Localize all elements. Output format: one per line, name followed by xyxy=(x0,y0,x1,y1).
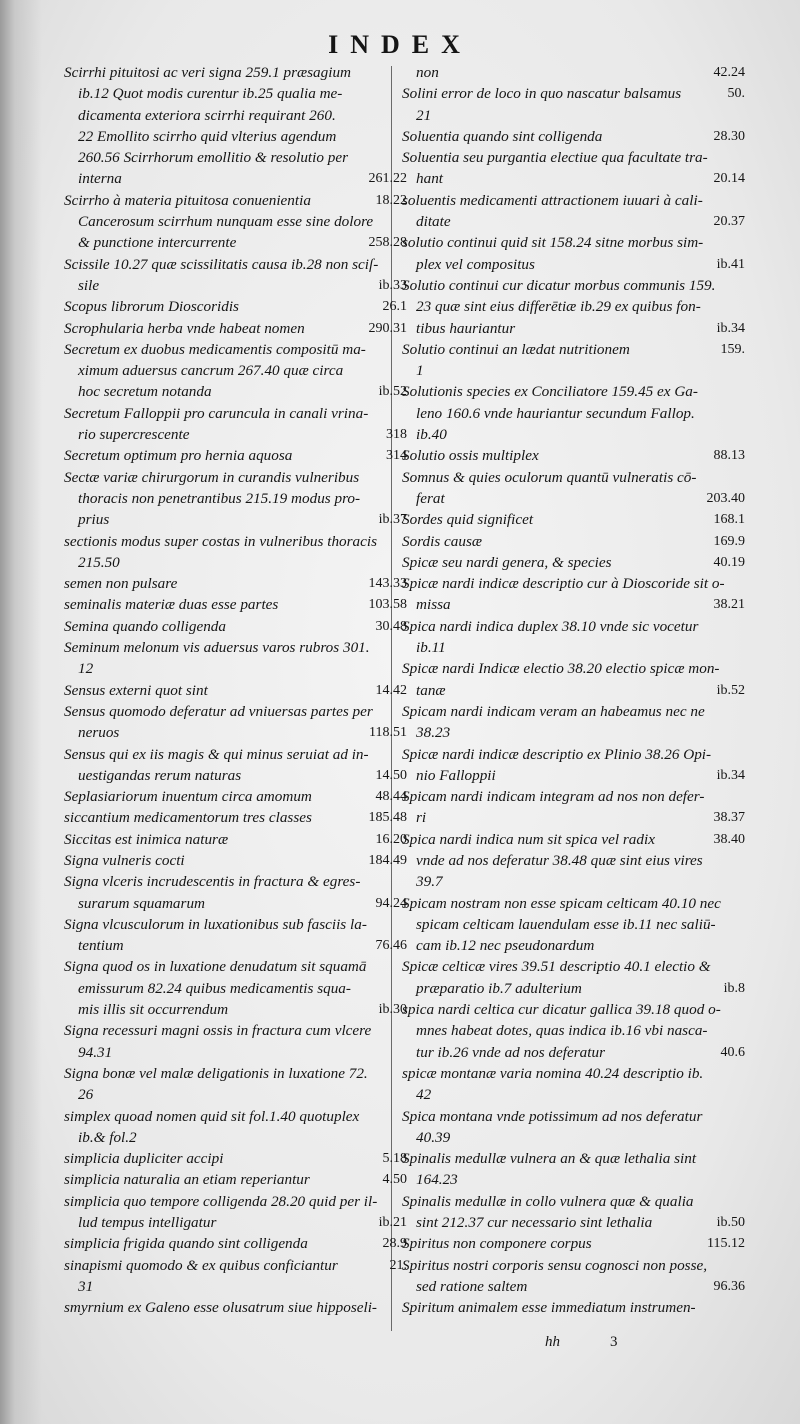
entry-text: ib.& fol.2 xyxy=(78,1128,137,1146)
entry-page-ref: 40.19 xyxy=(713,554,745,570)
index-entry-line xyxy=(64,680,407,701)
index-entry-line xyxy=(64,1297,407,1318)
entry-text: spica nardi celtica cur dicatur gallica 39.18 quod o- xyxy=(402,1001,721,1019)
entry-text: ditate xyxy=(416,213,451,231)
entry-text: Cancerosum scirrhum nunquam esse sine dolore xyxy=(78,213,374,231)
index-entry-line xyxy=(402,1255,745,1276)
entry-text: spicæ montanæ varia nomina 40.24 descriptio ib. xyxy=(402,1064,704,1082)
entry-page-ref: 318 xyxy=(386,427,407,443)
index-entry-line xyxy=(64,318,407,339)
entry-text: mnes habeat dotes, quas indica ib.16 vbi nasca- xyxy=(416,1022,708,1040)
index-entry-line xyxy=(64,1127,407,1148)
entry-text: Sectæ variæ chirurgorum in curandis vulneribus xyxy=(64,468,360,486)
entry-text: sile xyxy=(78,276,100,294)
index-entry-line xyxy=(402,1020,745,1041)
entry-page-ref: 38.40 xyxy=(713,831,745,847)
index-entry-line xyxy=(64,488,407,509)
index-entry-line xyxy=(64,190,407,211)
entry-text: Solutio continui an lædat nutritionem xyxy=(402,340,630,358)
index-entry-line xyxy=(402,658,745,679)
entry-text: ri xyxy=(416,809,427,827)
entry-text: 164.23 xyxy=(416,1171,458,1189)
index-entry-line xyxy=(64,275,407,296)
index-entry-line xyxy=(402,296,745,317)
entry-text: Sensus qui ex iis magis & qui minus seruiat ad in- xyxy=(64,745,369,763)
index-entry-line xyxy=(402,275,745,296)
index-entry-line xyxy=(402,360,745,381)
entry-text: ib.40 xyxy=(416,426,447,444)
entry-text: nio Falloppii xyxy=(416,766,496,784)
index-entry-line xyxy=(402,1169,745,1190)
index-entry-line xyxy=(64,765,407,786)
entry-text: simplicia quo tempore colligenda 28.20 quid per il- xyxy=(64,1192,378,1210)
entry-text: rio supercrescente xyxy=(78,426,190,444)
index-entry-line xyxy=(64,1276,407,1297)
index-entry-line xyxy=(64,914,407,935)
index-entry-line xyxy=(402,1233,745,1254)
entry-page-ref: ib.8 xyxy=(723,980,745,996)
index-entry-line xyxy=(64,722,407,743)
entry-page-ref: 5.18 xyxy=(382,1151,407,1167)
entry-page-ref: 26.1 xyxy=(382,299,407,315)
entry-text: leno 160.6 vnde hauriantur secundum Fallop. xyxy=(416,404,695,422)
entry-page-ref: ib.34 xyxy=(716,767,745,783)
entry-text: 1 xyxy=(416,362,424,380)
index-entry-line xyxy=(402,403,745,424)
index-entry-line xyxy=(64,637,407,658)
entry-page-ref: 20.14 xyxy=(713,171,745,187)
entry-page-ref: 18.22 xyxy=(375,192,407,208)
index-entry-line xyxy=(402,424,745,445)
index-entry-line xyxy=(402,467,745,488)
entry-text: Signa bonæ vel malæ deligationis in luxatione 72. xyxy=(64,1064,368,1082)
index-entry-line xyxy=(402,190,745,211)
index-entry-line xyxy=(64,1020,407,1041)
index-entry-line xyxy=(402,722,745,743)
entry-page-ref: ib.50 xyxy=(716,1215,745,1231)
entry-page-ref: 42.24 xyxy=(713,65,745,80)
entry-text: Seminum melonum vis aduersus varos rubros 301. xyxy=(64,639,370,657)
entry-text: 31 xyxy=(78,1277,94,1295)
index-entry-line xyxy=(402,786,745,807)
index-entry-line xyxy=(402,914,745,935)
entry-page-ref: 96.36 xyxy=(713,1278,745,1294)
entry-text: simplicia naturalia an etiam reperiantur xyxy=(64,1171,310,1189)
entry-page-ref: 143.33 xyxy=(368,576,407,592)
entry-text: 215.50 xyxy=(78,553,120,571)
index-entry-line xyxy=(402,807,745,828)
entry-page-ref: 48.44 xyxy=(375,789,407,805)
index-entry-line xyxy=(64,211,407,232)
index-entry-line xyxy=(402,318,745,339)
entry-text: ferat xyxy=(416,489,445,507)
entry-text: Seplasiariorum inuentum circa amomum xyxy=(64,788,312,806)
index-entry-line xyxy=(402,1063,745,1084)
entry-text: Solutionis species ex Conciliatore 159.45 ex Ga- xyxy=(402,383,698,401)
index-entry-line xyxy=(402,552,745,573)
index-entry-line xyxy=(402,531,745,552)
index-entry-line xyxy=(64,403,407,424)
entry-text: Scrophularia herba vnde habeat nomen xyxy=(64,319,305,337)
index-entry-line xyxy=(402,509,745,530)
index-entry-line xyxy=(402,105,745,126)
entry-page-ref: 94.24 xyxy=(375,895,407,911)
index-entry-line xyxy=(64,1233,407,1254)
index-entry-line xyxy=(64,62,407,83)
entry-text: interna xyxy=(78,170,122,188)
index-entry-line xyxy=(64,1084,407,1105)
signature-mark: hh xyxy=(545,1334,560,1350)
entry-page-ref: 103.58 xyxy=(368,597,407,613)
index-entry-line xyxy=(402,999,745,1020)
index-entry-line xyxy=(402,445,745,466)
entry-page-ref: 185.48 xyxy=(368,810,407,826)
index-entry-line xyxy=(64,296,407,317)
entry-text: vnde ad nos deferatur 38.48 quæ sint eius vires xyxy=(416,851,703,869)
entry-page-ref: 14.42 xyxy=(375,682,407,698)
entry-text: 260.56 Scirrhorum emollitio & resolutio per xyxy=(78,149,349,167)
entry-page-ref: 21. xyxy=(389,1257,407,1273)
entry-text: Secretum Falloppii pro caruncula in canali vrina- xyxy=(64,404,369,422)
entry-text: tentium xyxy=(78,937,124,955)
entry-text: 21 xyxy=(416,106,432,124)
entry-page-ref: ib.37 xyxy=(378,512,407,528)
entry-text: Spinalis medullæ in collo vulnera quæ & qualia xyxy=(402,1192,694,1210)
index-entry-line xyxy=(64,786,407,807)
right-column xyxy=(402,62,745,1319)
entry-text: Spiritus non componere corpus xyxy=(402,1235,592,1253)
entry-text: 39.7 xyxy=(416,873,443,891)
entry-text: sed ratione saltem xyxy=(416,1277,528,1295)
entry-text: Solutio ossis multiplex xyxy=(402,447,539,465)
entry-text: tur ib.26 vnde ad nos deferatur xyxy=(416,1043,605,1061)
entry-text: Spicam nardi indicam veram an habeamus nec ne xyxy=(402,702,705,720)
entry-text: 23 quæ sint eius differētiæ ib.29 ex quibus fon- xyxy=(416,298,701,316)
index-entry-line xyxy=(402,850,745,871)
index-entry-line xyxy=(402,1084,745,1105)
entry-text: & punctione intercurrente xyxy=(78,234,237,252)
entry-text: Spicæ nardi indicæ descriptio cur à Dioscoride sit o- xyxy=(402,575,725,593)
index-entry-line xyxy=(64,701,407,722)
index-entry-line xyxy=(402,168,745,189)
index-entry-line xyxy=(64,935,407,956)
index-entry-line xyxy=(64,381,407,402)
index-entry-line xyxy=(64,744,407,765)
index-entry-line xyxy=(402,381,745,402)
index-entry-line xyxy=(64,232,407,253)
index-entry-line xyxy=(64,956,407,977)
entry-page-ref: 28.30 xyxy=(713,128,745,144)
entry-text: prius xyxy=(78,511,110,529)
index-entry-line xyxy=(402,1148,745,1169)
entry-text: emissurum 82.24 quibus medicamentis squa- xyxy=(78,979,351,997)
entry-page-ref: 159. xyxy=(720,341,745,357)
entry-text: uestigandas rerum naturas xyxy=(78,766,242,784)
entry-page-ref: ib.34 xyxy=(716,320,745,336)
index-entry-line xyxy=(64,1169,407,1190)
entry-text: Scopus librorum Dioscoridis xyxy=(64,298,239,316)
entry-page-ref: 115.12 xyxy=(707,1236,745,1252)
entry-text: solutio continui quid sit 158.24 sitne morbus sim- xyxy=(402,234,704,252)
entry-text: ib.11 xyxy=(416,639,446,657)
entry-text: thoracis non penetrantibus 215.19 modus pro- xyxy=(78,489,361,507)
entry-text: 12 xyxy=(78,660,94,678)
entry-text: sectionis modus super costas in vulneribus thoracis xyxy=(64,532,378,550)
index-entry-line xyxy=(64,424,407,445)
entry-page-ref: 30.48 xyxy=(375,618,407,634)
index-entry-line xyxy=(402,1276,745,1297)
entry-page-ref: 40.6 xyxy=(720,1044,745,1060)
index-entry-line xyxy=(402,744,745,765)
entry-text: Solini error de loco in quo nascatur balsamus xyxy=(402,85,682,103)
index-entry-line xyxy=(64,807,407,828)
index-entry-line xyxy=(402,935,745,956)
entry-text: seminalis materiæ duas esse partes xyxy=(64,596,279,614)
index-entry-line xyxy=(402,83,745,104)
entry-text: Spicæ nardi indicæ descriptio ex Plinio 38.26 Opi- xyxy=(402,745,712,763)
index-entry-line xyxy=(64,254,407,275)
entry-text: 42 xyxy=(416,1086,432,1104)
index-entry-line xyxy=(64,1106,407,1127)
entry-text: Secretum ex duobus medicamentis compositū ma- xyxy=(64,340,366,358)
index-entry-line xyxy=(64,850,407,871)
index-entry-line xyxy=(64,829,407,850)
index-entry-line xyxy=(64,893,407,914)
index-entry-line xyxy=(402,871,745,892)
index-entry-line xyxy=(402,616,745,637)
entry-text: cam ib.12 nec pseudonardum xyxy=(416,937,595,955)
index-entry-line xyxy=(402,680,745,701)
entry-text: Spicam nostram non esse spicam celticam 40.10 nec xyxy=(402,894,721,912)
entry-text: hoc secretum notanda xyxy=(78,383,212,401)
entry-text: Semina quando colligenda xyxy=(64,617,226,635)
entry-page-ref: 168.1 xyxy=(713,512,745,528)
entry-page-ref: ib.21 xyxy=(378,1215,407,1231)
entry-text: 94.31 xyxy=(78,1043,113,1061)
index-entry-line xyxy=(402,254,745,275)
entry-page-ref: 184.49 xyxy=(368,852,407,868)
entry-text: 40.39 xyxy=(416,1128,451,1146)
entry-page-ref: ib.30 xyxy=(378,1002,407,1018)
index-entry-line xyxy=(64,360,407,381)
entry-page-ref: ib.41 xyxy=(716,256,745,272)
entry-text: ib.12 Quot modis curentur ib.25 qualia me- xyxy=(78,85,343,103)
index-entry-line xyxy=(64,1191,407,1212)
entry-text: Signa vulneris cocti xyxy=(64,851,185,869)
entry-text: 26 xyxy=(78,1086,94,1104)
index-entry-line xyxy=(402,765,745,786)
index-entry-line xyxy=(402,1297,745,1318)
index-entry-line xyxy=(64,339,407,360)
entry-text: Scissile 10.27 quæ scissilitatis causa ib.28 non sciſ- xyxy=(64,255,379,273)
entry-text: Spicam nardi indicam integram ad nos non defer- xyxy=(402,788,705,806)
entry-text: simplicia frigida quando sint colligenda xyxy=(64,1235,308,1253)
entry-text: plex vel compositus xyxy=(416,255,535,273)
index-entry-line xyxy=(64,616,407,637)
index-entry-line xyxy=(402,232,745,253)
entry-text: mis illis sit occurrendum xyxy=(78,1001,229,1019)
index-entry-line xyxy=(402,978,745,999)
entry-page-ref: 14.50 xyxy=(375,767,407,783)
entry-text: soluentis medicamenti attractionem iuuari à cali- xyxy=(402,191,703,209)
index-entry-line xyxy=(402,701,745,722)
entry-text: tibus hauriantur xyxy=(416,319,516,337)
entry-text: surarum squamarum xyxy=(78,894,206,912)
index-entry-line xyxy=(402,488,745,509)
index-entry-line xyxy=(402,1212,745,1233)
entry-page-ref: 76.46 xyxy=(375,938,407,954)
index-entry-line xyxy=(64,573,407,594)
index-entry-line xyxy=(64,594,407,615)
entry-text: Signa quod os in luxatione denudatum sit squamā xyxy=(64,958,367,976)
index-entry-line xyxy=(64,531,407,552)
entry-text: Sordis causæ xyxy=(402,532,483,550)
entry-page-ref: 290.31 xyxy=(368,320,407,336)
entry-text: hant xyxy=(416,170,444,188)
entry-text: Spicæ seu nardi genera, & species xyxy=(402,553,612,571)
entry-page-ref: ib.52 xyxy=(378,384,407,400)
entry-text: smyrnium ex Galeno esse olusatrum siue hipposeli- xyxy=(64,1299,377,1317)
index-entry-line xyxy=(402,339,745,360)
index-entry-line xyxy=(64,445,407,466)
index-entry-line xyxy=(64,126,407,147)
entry-text: Soluentia quando sint colligenda xyxy=(402,127,603,145)
entry-page-ref: 118.51 xyxy=(369,725,407,741)
index-entry-line xyxy=(64,1063,407,1084)
index-entry-line xyxy=(402,573,745,594)
index-entry-line xyxy=(64,105,407,126)
entry-text: præparatio ib.7 adulterium xyxy=(416,979,582,997)
index-entry-line xyxy=(402,62,745,83)
entry-text: dicamenta exteriora scirrhi requirant 260. xyxy=(78,106,336,124)
page-title: INDEX xyxy=(328,30,472,59)
entry-text: Spicæ nardi Indicæ electio 38.20 electio spicæ mon- xyxy=(402,660,720,678)
index-entry-line xyxy=(64,552,407,573)
index-entry-line xyxy=(64,168,407,189)
entry-text: Signa recessuri magni ossis in fractura cum vlcere xyxy=(64,1022,372,1040)
entry-text: neruos xyxy=(78,724,120,742)
entry-page-ref: 38.21 xyxy=(713,597,745,613)
index-entry-line xyxy=(402,1191,745,1212)
entry-text: non xyxy=(416,64,439,81)
index-entry-line xyxy=(64,1212,407,1233)
entry-text: Spiritum animalem esse immediatum instrumen- xyxy=(402,1299,696,1317)
page-number: 3 xyxy=(610,1334,618,1350)
entry-page-ref: 4.50 xyxy=(382,1172,407,1188)
entry-text: 38.23 xyxy=(416,724,451,742)
index-entry-line xyxy=(402,126,745,147)
index-entry-line xyxy=(402,147,745,168)
entry-text: ximum aduersus cancrum 267.40 quæ circa xyxy=(78,362,344,380)
entry-text: Spinalis medullæ vulnera an & quæ lethalia sint xyxy=(402,1150,697,1168)
entry-text: Spica montana vnde potissimum ad nos deferatur xyxy=(402,1107,703,1125)
entry-text: Somnus & quies oculorum quantū vulneratis cō- xyxy=(402,468,697,486)
entry-text: siccantium medicamentorum tres classes xyxy=(64,809,312,827)
entry-text: Signa vlceris incrudescentis in fractura & egres- xyxy=(64,873,361,891)
entry-text: Spiritus nostri corporis sensu cognosci non posse, xyxy=(402,1256,708,1274)
entry-text: simplicia dupliciter accipi xyxy=(64,1150,224,1168)
entry-text: Sordes quid significet xyxy=(402,511,534,529)
entry-text: Solutio continui cur dicatur morbus communis 159. xyxy=(402,276,716,294)
entry-text: 22 Emollito scirrho quid vlterius agendum xyxy=(78,127,337,145)
entry-page-ref: ib.52 xyxy=(716,682,745,698)
entry-text: missa xyxy=(416,596,451,614)
entry-text: semen non pulsare xyxy=(64,575,178,593)
index-entry-line xyxy=(402,637,745,658)
index-entry-line xyxy=(64,467,407,488)
entry-text: tanæ xyxy=(416,681,446,699)
entry-text: Scirrhi pituitosi ac veri signa 259.1 præsagium xyxy=(64,64,352,81)
index-entry-line xyxy=(402,1127,745,1148)
index-entry-line xyxy=(402,829,745,850)
entry-text: Sensus externi quot sint xyxy=(64,681,208,699)
entry-text: simplex quoad nomen quid sit fol.1.40 quotuplex xyxy=(64,1107,360,1125)
entry-text: Scirrho à materia pituitosa conuenientia xyxy=(64,191,311,209)
entry-text: Soluentia seu purgantia electiue qua facultate tra- xyxy=(402,149,708,167)
entry-text: Siccitas est inimica naturæ xyxy=(64,830,229,848)
index-entry-line xyxy=(64,978,407,999)
index-entry-line xyxy=(402,1042,745,1063)
index-entry-line xyxy=(64,1255,407,1276)
index-entry-line xyxy=(402,956,745,977)
entry-page-ref: 203.40 xyxy=(706,490,745,506)
index-entry-line xyxy=(402,211,745,232)
entry-page-ref: 261.22 xyxy=(368,171,407,187)
entry-page-ref: 88.13 xyxy=(713,448,745,464)
left-column xyxy=(64,62,407,1319)
index-entry-line xyxy=(64,1148,407,1169)
index-entry-line xyxy=(64,658,407,679)
entry-text: Secretum optimum pro hernia aquosa xyxy=(64,447,293,465)
entry-text: Spica nardi indica duplex 38.10 vnde sic vocetur xyxy=(402,617,699,635)
entry-text: sint 212.37 cur necessario sint lethalia xyxy=(416,1214,653,1232)
index-entry-line xyxy=(64,871,407,892)
entry-text: Spica nardi indica num sit spica vel radix xyxy=(402,830,655,848)
entry-text: Spicæ celticæ vires 39.51 descriptio 40.1 electio & xyxy=(402,958,711,976)
index-entry-line xyxy=(64,83,407,104)
entry-page-ref: 38.37 xyxy=(713,810,745,826)
index-entry-line xyxy=(64,1042,407,1063)
index-entry-line xyxy=(64,147,407,168)
index-entry-line xyxy=(402,893,745,914)
index-entry-line xyxy=(64,509,407,530)
entry-text: spicam celticam lauendulam esse ib.11 nec saliū- xyxy=(416,915,716,933)
entry-text: lud tempus intelligatur xyxy=(78,1214,217,1232)
entry-text: sinapismi quomodo & ex quibus conficiantur xyxy=(64,1256,338,1274)
entry-page-ref: ib.33 xyxy=(378,277,407,293)
index-entry-line xyxy=(64,999,407,1020)
entry-page-ref: 314 xyxy=(386,448,407,464)
entry-text: Signa vlcusculorum in luxationibus sub fasciis la- xyxy=(64,915,367,933)
entry-page-ref: 50. xyxy=(727,86,745,102)
index-entry-line xyxy=(402,594,745,615)
entry-page-ref: 169.9 xyxy=(713,533,745,549)
entry-page-ref: 28.9 xyxy=(382,1236,407,1252)
entry-page-ref: 258.28 xyxy=(368,235,407,251)
entry-page-ref: 20.37 xyxy=(713,214,745,230)
entry-page-ref: 16.20 xyxy=(375,831,407,847)
index-entry-line xyxy=(402,1106,745,1127)
entry-text: Sensus quomodo deferatur ad vniuersas partes per xyxy=(64,702,373,720)
